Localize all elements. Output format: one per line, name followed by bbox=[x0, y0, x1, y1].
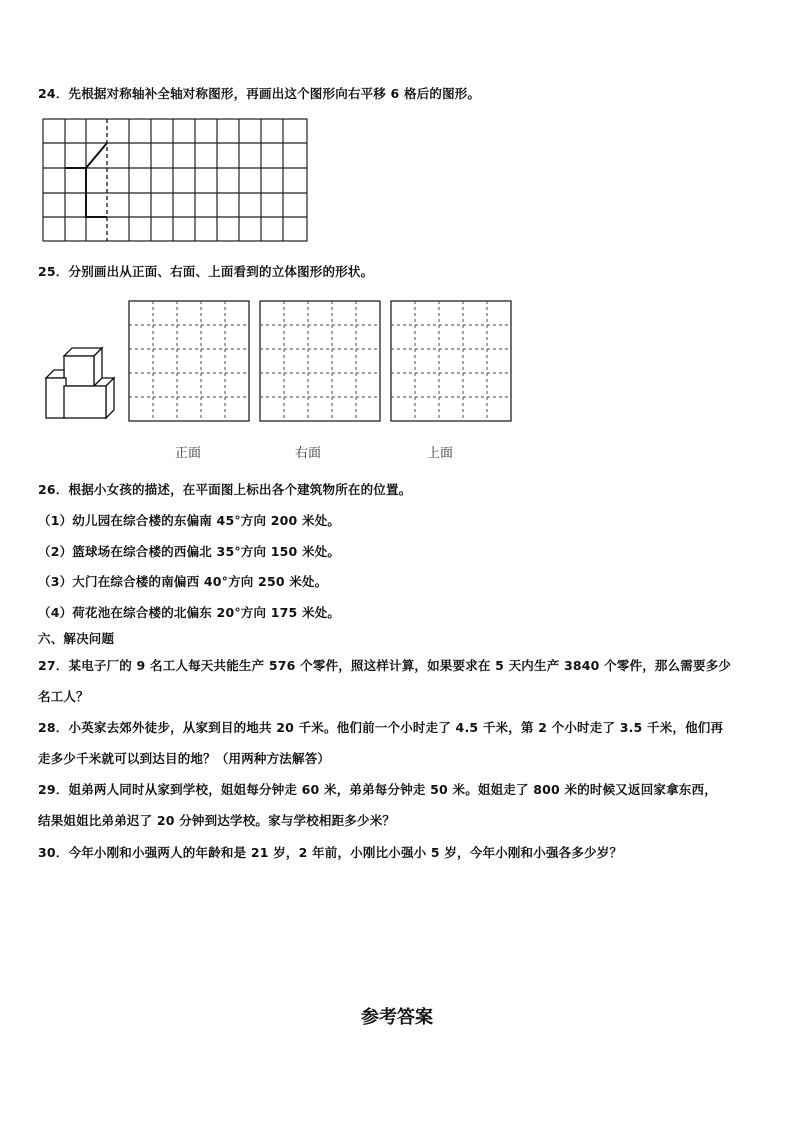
q30-text: 30．今年小刚和小强两人的年龄和是 21 岁，2 年前，小刚比小强小 5 岁，今年小刚和小强各多少岁？ bbox=[38, 845, 623, 860]
q29-line2: 结果姐姐比弟弟迟了 20 分钟到达学校。家与学校相距多少米？ bbox=[38, 813, 396, 828]
q26-item-3: （3）大门在综合楼的南偏西 40°方向 250 米处。 bbox=[38, 574, 328, 589]
q28-line2: 走多少千米就可以到达目的地？（用两种方法解答） bbox=[38, 751, 331, 766]
q24-text: 24．先根据对称轴补全轴对称图形，再画出这个图形向右平移 6 格后的图形。 bbox=[38, 86, 481, 101]
top-view-label: 上面 bbox=[427, 446, 454, 461]
right-view-grid bbox=[259, 300, 381, 422]
answers-title: 参考答案 bbox=[361, 1007, 433, 1028]
q29-line1: 29．姐弟两人同时从家到学校，姐姐每分钟走 60 米，弟弟每分钟走 50 米。姐姐走了 800 米的时候又返回家拿东西， bbox=[38, 782, 717, 797]
q26-item-1: （1）幼儿园在综合楼的东偏南 45°方向 200 米处。 bbox=[38, 513, 341, 528]
q26-item-4: （4）荷花池在综合楼的北偏东 20°方向 175 米处。 bbox=[38, 605, 341, 620]
q26-item-2: （2）篮球场在综合楼的西偏北 35°方向 150 米处。 bbox=[38, 544, 341, 559]
front-view-label: 正面 bbox=[175, 446, 202, 461]
q26-text: 26．根据小女孩的描述，在平面图上标出各个建筑物所在的位置。 bbox=[38, 482, 412, 497]
cube-stack-figure bbox=[44, 344, 120, 422]
q24-grid-figure bbox=[42, 118, 310, 244]
right-view-label: 右面 bbox=[295, 446, 322, 461]
section-title: 六、解决问题 bbox=[38, 631, 115, 646]
front-view-grid bbox=[128, 300, 250, 422]
top-view-grid bbox=[390, 300, 512, 422]
q27-line1: 27．某电子厂的 9 名工人每天共能生产 576 个零件，照这样计算，如果要求在 5 天内生产 3840 个零件，那么需要多少 bbox=[38, 658, 732, 673]
q25-text: 25．分别画出从正面、右面、上面看到的立体图形的形状。 bbox=[38, 264, 374, 279]
q27-line2: 名工人？ bbox=[38, 689, 89, 704]
q28-line1: 28．小英家去郊外徒步，从家到目的地共 20 千米。他们前一个小时走了 4.5 千米，第 2 个小时走了 3.5 千米，他们再 bbox=[38, 720, 724, 735]
